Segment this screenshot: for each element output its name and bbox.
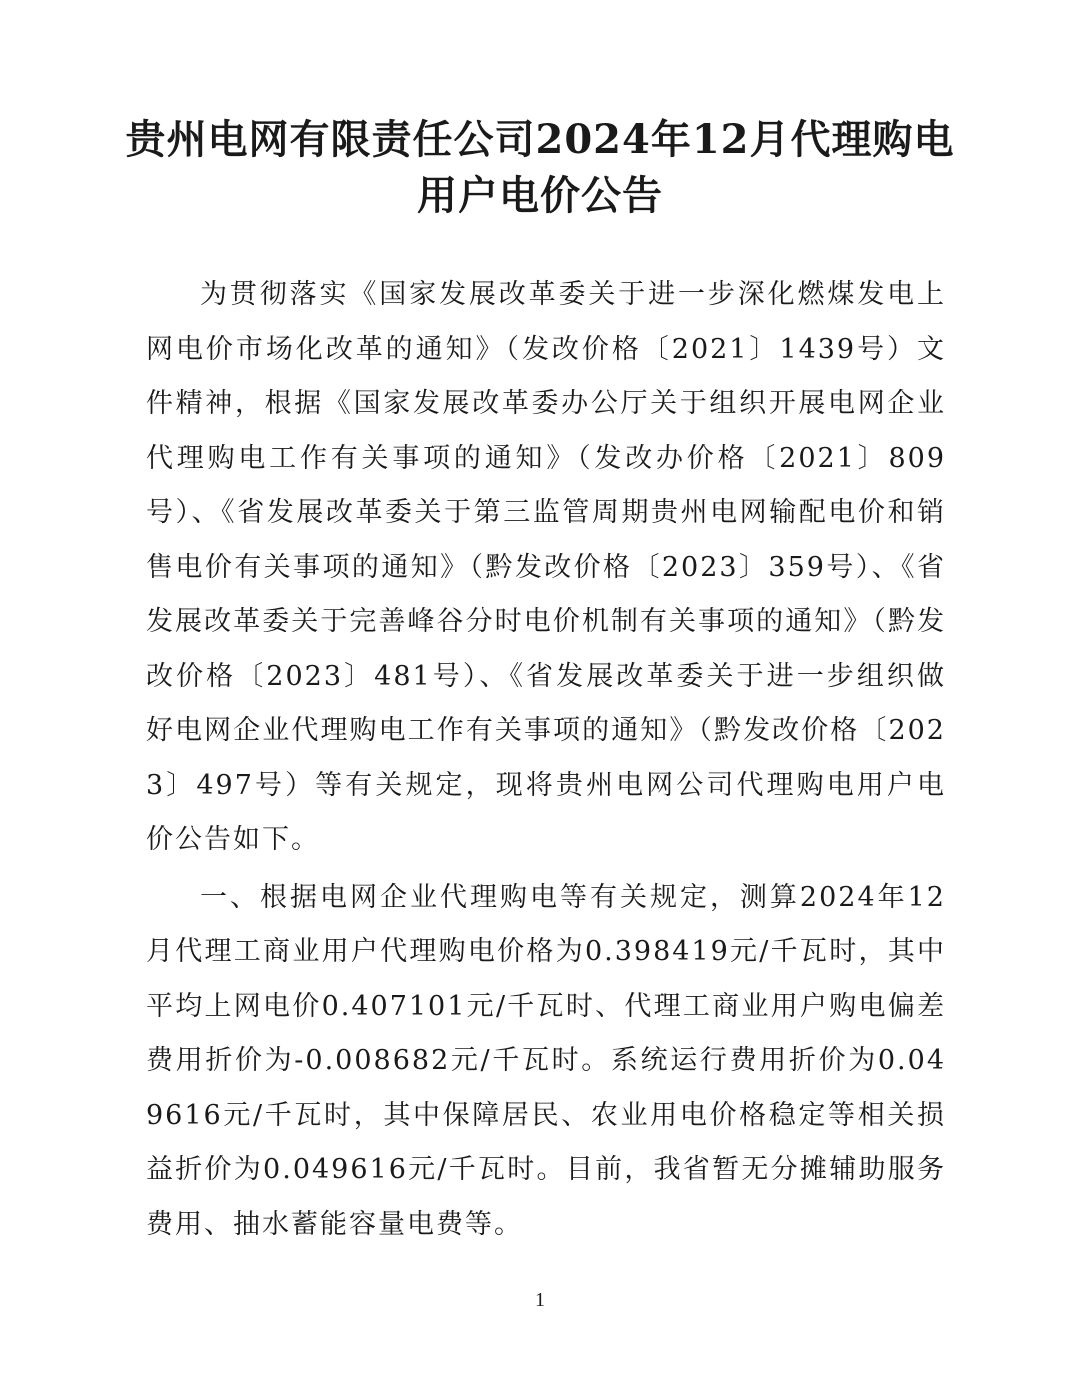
paragraph-intro: 为贯彻落实《国家发展改革委关于进一步深化燃煤发电上网电价市场化改革的通知》（发改价格〔2021〕1439号）文件精神，根据《国家发展改革委办公厅关于组织开展电网企业代理购电工作有关事项的通知》（发改办价格〔2021〕809号）、《省发展改革委关于第三监管周期贵州电网输配电价和销售电价有关事项的通知》（黔发改价格〔2023〕359号）、《省发展改革委关于完善峰谷分时电价机制有关事项的通知》（黔发改价格〔2023〕481号）、《省发展改革委关于进一步组织做好电网企业代理购电工作有关事项的通知》（黔发改价格〔2023〕497号）等有关规定，现将贵州电网公司代理购电用户电价公告如下。 [146,279,946,855]
paragraph-section-1: 一、根据电网企业代理购电等有关规定，测算2024年12月代理工商业用户代理购电价格为0.398419元/千瓦时，其中平均上网电价0.407101元/千瓦时、代理工商业用户购电偏差费用折价为-0.008682元/千瓦时。系统运行费用折价为0.049616元/千瓦时，其中保障居民、农业用电价格稳定等相关损益折价为0.049616元/千瓦时。目前，我省暂无分摊辅助服务费用、抽水蓄能容量电费等。 [146,881,946,1240]
title-line-1: 贵州电网有限责任公司2024年12月代理购电 [125,116,955,163]
page-number: 1 [535,1289,545,1311]
document-body [146,268,946,1252]
document-title [100,112,980,224]
title-line-2: 用户电价公告 [417,172,663,219]
